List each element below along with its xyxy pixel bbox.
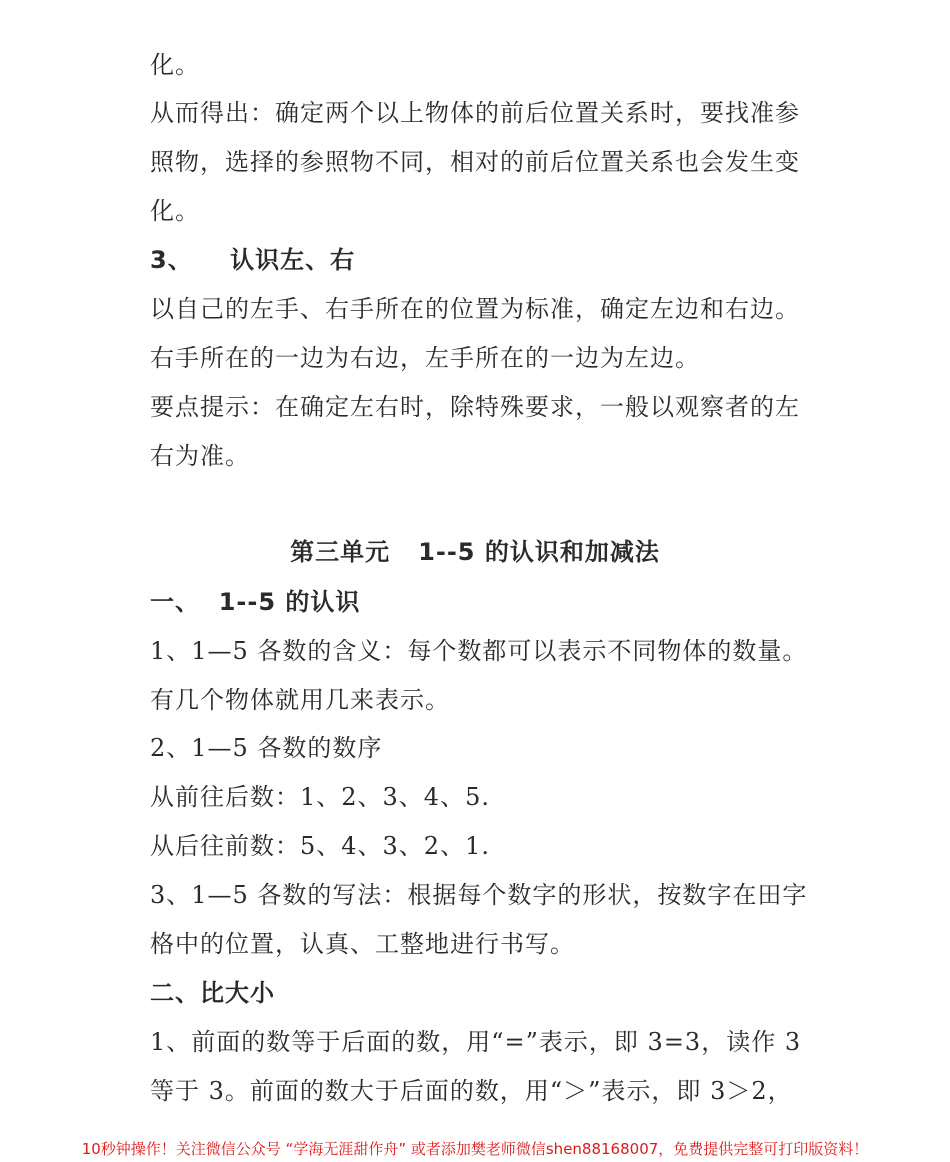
text-line: 3、1—5 各数的写法：根据每个数字的形状，按数字在田字: [150, 881, 808, 909]
text-line: 要点提示：在确定左右时，除特殊要求，一般以观察者的左: [150, 393, 800, 421]
text-line: 从前往后数：1、2、3、4、5.: [150, 783, 490, 811]
text-line: 有几个物体就用几来表示。: [150, 686, 450, 714]
text-line: 化。: [150, 51, 200, 79]
section-heading: 二、比大小: [150, 979, 275, 1007]
text-line: 右为准。: [150, 442, 250, 470]
unit-title: 第三单元 1--5 的认识和加减法: [290, 538, 660, 566]
text-line: 右手所在的一边为右边，左手所在的一边为左边。: [150, 344, 700, 372]
text-line: 化。: [150, 197, 200, 225]
section-heading: 3、 认识左、右: [150, 246, 356, 274]
text-line: 等于 3。前面的数大于后面的数，用“＞”表示，即 3＞2，: [150, 1077, 793, 1105]
text-line: 从而得出：确定两个以上物体的前后位置关系时，要找准参: [150, 99, 800, 127]
section-heading: 一、 1--5 的认识: [150, 588, 361, 616]
text-line: 1、前面的数等于后面的数，用“=”表示，即 3=3，读作 3: [150, 1028, 802, 1056]
text-line: 从后往前数：5、4、3、2、1.: [150, 832, 490, 860]
text-line: 1、1—5 各数的含义：每个数都可以表示不同物体的数量。: [150, 637, 808, 665]
promo-footer: 10秒钟操作！关注微信公众号 “学海无涯甜作舟” 或者添加樊老师微信shen88168007，免费提供完整可打印版资料！: [81, 1140, 869, 1158]
text-line: 以自己的左手、右手所在的位置为标准，确定左边和右边。: [150, 295, 800, 323]
text-line: 2、1—5 各数的数序: [150, 734, 383, 762]
text-line: 照物，选择的参照物不同，相对的前后位置关系也会发生变: [150, 148, 800, 176]
text-line: 格中的位置，认真、工整地进行书写。: [150, 930, 575, 958]
